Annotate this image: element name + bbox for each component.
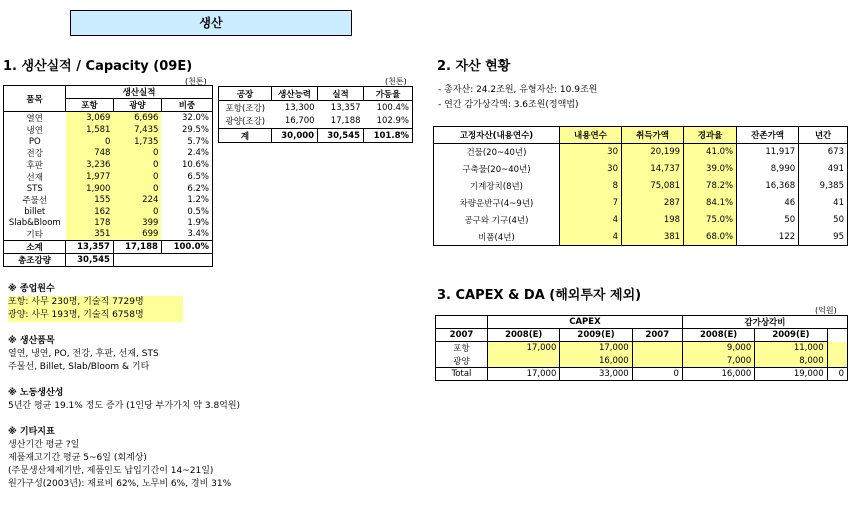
item-name: PO [28, 136, 41, 147]
item-name: billet [24, 206, 46, 217]
subtotal-row [4, 241, 213, 254]
subtotal-cell: 100.0% [161, 241, 212, 254]
table-row [4, 228, 213, 241]
header-cell: 경과율 [684, 127, 737, 144]
cell [488, 355, 560, 368]
note-line: 생산기간 평균 ?일 [8, 440, 80, 450]
cell: 13,300 [284, 102, 315, 113]
cell: 8,990 [737, 161, 799, 178]
cell: 33,000 [560, 368, 632, 381]
table-row [4, 147, 213, 159]
cell: 7,000 [682, 355, 754, 368]
cell: 포항 [436, 342, 488, 355]
table-row [434, 195, 848, 212]
item-name: 열연 [26, 114, 43, 124]
share-value: 6.5% [187, 172, 209, 182]
subtotal-cell: 소계 [4, 241, 66, 254]
share-value: 0.5% [187, 206, 209, 217]
cell: 4 [559, 212, 621, 229]
cell: 11,000 [755, 342, 827, 355]
note-block [8, 387, 298, 413]
gwangyang-value: 224 [113, 194, 161, 206]
share-value: 10.6% [181, 160, 209, 170]
cell: 14,737 [622, 161, 684, 178]
year-header: 2009(E) [755, 329, 827, 342]
gwangyang-value: 0 [113, 159, 161, 171]
cell: 17,188 [330, 116, 361, 127]
share-value: 2.4% [187, 148, 209, 158]
cell [827, 342, 847, 355]
table-row [436, 355, 848, 368]
pohang-value: 162 [66, 206, 114, 217]
cell: 16,368 [737, 178, 799, 195]
note-title: ※ 노동생산성 [8, 388, 64, 398]
cell: 0 [632, 368, 682, 381]
cell: 건물(20~40년) [434, 144, 560, 161]
header-row [434, 127, 848, 144]
item-name: 후판 [26, 161, 43, 171]
cell: 13,357 [330, 102, 361, 113]
cell [827, 355, 847, 368]
gwangyang-value: 699 [113, 228, 161, 241]
table-row [436, 342, 848, 355]
section2-heading: 2. 자산 현황 [437, 59, 511, 74]
year-row [436, 329, 848, 342]
header-cell: 고정자산(내용연수) [434, 127, 560, 144]
cell: 39.0% [684, 161, 737, 178]
total-row [219, 129, 413, 143]
gwangyang-value: 0 [113, 183, 161, 194]
cell: 20,199 [622, 144, 684, 161]
asset-bullet: - 총자산: 24.2조원, 유형자산: 10.9조원 [438, 85, 598, 95]
cell: 122 [737, 229, 799, 246]
total-cell: 101.8% [364, 129, 413, 143]
pohang-value: 178 [66, 217, 114, 228]
table-row [4, 194, 213, 206]
item-name: 기타 [26, 230, 43, 240]
cell: 광양(조강) [225, 117, 266, 128]
note-line: 포항: 사무 230명, 기술직 7729명 [8, 296, 183, 309]
table-row [4, 217, 213, 228]
capacity-unit: (천톤) [385, 77, 407, 86]
share-value: 1.2% [187, 195, 209, 205]
total-value: 30,545 [66, 254, 114, 267]
note-line: (주문생산체제기반, 제품인도 납입기간이 14~21일) [8, 466, 214, 476]
asset-bullet: - 연간 감가상각액: 3.6조원(정액법) [438, 100, 579, 110]
subtotal-cell: 17,188 [113, 241, 161, 254]
gwangyang-value: 1,735 [113, 136, 161, 147]
share-value: 6.2% [187, 183, 209, 194]
cell: 16,000 [560, 355, 632, 368]
cell: 17,000 [560, 342, 632, 355]
table-row [434, 144, 848, 161]
asset-table [433, 126, 848, 246]
pohang-value: 3,069 [66, 112, 114, 125]
table-row [4, 171, 213, 183]
cell: 102.9% [376, 116, 409, 127]
cell: 16,000 [682, 368, 754, 381]
cell [632, 342, 682, 355]
table-row [434, 161, 848, 178]
cell: 7 [559, 195, 621, 212]
header-group: 생산실적 [66, 86, 213, 99]
pohang-value: 0 [66, 136, 114, 147]
capex-header: CAPEX [488, 316, 683, 329]
item-name: 선재 [26, 173, 43, 183]
table-row [4, 112, 213, 125]
cell: 41 [799, 195, 848, 212]
pohang-value: 1,581 [66, 124, 114, 136]
cell: 68.0% [684, 229, 737, 246]
header-item: 품목 [4, 86, 66, 112]
cell: 46 [737, 195, 799, 212]
note-title: ※ 생산품목 [8, 336, 55, 346]
cell: 비품(4년) [434, 229, 560, 246]
gwangyang-value: 0 [113, 171, 161, 183]
cell: 9,000 [682, 342, 754, 355]
cell: 19,000 [755, 368, 827, 381]
cell: 광양 [436, 355, 488, 368]
cell: 차량운반구(4~9년) [434, 195, 560, 212]
header-cell: 잔존가액 [737, 127, 799, 144]
header-cell: 생산능력 [272, 87, 318, 101]
section3-heading: 3. CAPEX & DA (해외투자 제외) [437, 288, 642, 303]
cell: 95 [799, 229, 848, 246]
table-row [4, 136, 213, 147]
cell: 50 [799, 212, 848, 229]
pohang-value: 1,977 [66, 171, 114, 183]
note-line: 열연, 냉연, PO, 전강, 후판, 선재, STS [8, 349, 159, 359]
header-pohang: 포항 [66, 99, 114, 112]
page-title: 생산 [70, 10, 352, 36]
da-header: 감가상각비 [682, 316, 847, 329]
note-line: 제품재고기간 평균 5~6일 (회계상) [8, 453, 147, 463]
unit-label: (천톤) [185, 77, 207, 86]
share-value: 29.5% [181, 125, 209, 135]
notes [8, 283, 298, 504]
cell: 78.2% [684, 178, 737, 195]
share-value: 1.9% [187, 217, 209, 228]
total-cell: 계 [219, 129, 272, 143]
subtotal-cell: 13,357 [66, 241, 114, 254]
item-name: Slab&Bloom [8, 217, 61, 228]
total-label: 총조강량 [4, 254, 66, 267]
header-gwangyang: 광양 [113, 99, 161, 112]
header-cell: 내용연수 [559, 127, 621, 144]
pohang-value: 351 [66, 228, 114, 241]
cell: 30 [559, 144, 621, 161]
year-header: 2008(E) [682, 329, 754, 342]
cell: 198 [622, 212, 684, 229]
year-header: 2008(E) [488, 329, 560, 342]
cell: 공구와 기구(4년) [434, 212, 560, 229]
table-row [219, 115, 413, 129]
cell: 75,081 [622, 178, 684, 195]
cell: 673 [799, 144, 848, 161]
item-name: 주물선 [22, 196, 48, 206]
table-row [4, 206, 213, 217]
share-value: 32.0% [181, 113, 209, 123]
cell: 16,700 [284, 116, 315, 127]
capex-unit: (억원) [815, 306, 837, 315]
cell: 17,000 [488, 368, 560, 381]
cell: 4 [559, 229, 621, 246]
header-share: 비중 [161, 99, 212, 112]
table-row [434, 178, 848, 195]
pohang-value: 1,900 [66, 183, 114, 194]
production-table [3, 85, 213, 267]
cell: 30 [559, 161, 621, 178]
cell: 100.4% [376, 102, 409, 113]
table-row [434, 229, 848, 246]
gwangyang-value: 0 [113, 206, 161, 217]
cell: 287 [622, 195, 684, 212]
note-title: ※ 종업원수 [8, 284, 55, 294]
note-line: 원가구성(2003년): 재료비 62%, 노무비 6%, 경비 31% [8, 479, 232, 489]
cell: Total [436, 368, 488, 381]
cell: 포항(조강) [225, 103, 266, 114]
table-row [434, 212, 848, 229]
table-row [219, 101, 413, 115]
capex-table [435, 315, 848, 381]
header-cell: 가동율 [364, 87, 413, 101]
gwangyang-value: 6,696 [113, 112, 161, 125]
pohang-value: 748 [66, 147, 114, 159]
cell: 8,000 [755, 355, 827, 368]
share-value: 3.4% [187, 229, 209, 239]
cell: 41.0% [684, 144, 737, 161]
total-row [4, 254, 213, 267]
note-block [8, 283, 298, 322]
gwangyang-value: 399 [113, 217, 161, 228]
note-line: 5년간 평균 19.1% 정도 증가 (1인당 부가가치 약 3.8억원) [8, 401, 241, 411]
cell: 17,000 [488, 342, 560, 355]
table-row [4, 183, 213, 194]
cell: 381 [622, 229, 684, 246]
header-cell: 취득가액 [622, 127, 684, 144]
note-title: ※ 기타지표 [8, 427, 55, 437]
table-row [436, 368, 848, 381]
table-row [4, 159, 213, 171]
gwangyang-value: 0 [113, 147, 161, 159]
year-header: 2007 [632, 329, 682, 342]
total-cell: 30,545 [318, 129, 364, 143]
header-cell: 년간 [799, 127, 848, 144]
total-cell: 30,000 [272, 129, 318, 143]
cell: 75.0% [684, 212, 737, 229]
item-name: 전강 [26, 149, 43, 159]
cell: 9,385 [799, 178, 848, 195]
header-row [219, 87, 413, 101]
item-name: 냉연 [26, 126, 43, 136]
cell: 491 [799, 161, 848, 178]
note-line: 광양: 사무 193명, 기술직 6758명 [8, 309, 183, 322]
year-header: 2007 [436, 329, 488, 342]
note-line: 주물선, Billet, Slab/Bloom & 기타 [8, 362, 150, 372]
item-name: STS [26, 183, 43, 194]
note-block [8, 335, 298, 374]
capacity-table [218, 86, 413, 143]
note-block [8, 426, 298, 491]
cell: 50 [737, 212, 799, 229]
cell: 11,917 [737, 144, 799, 161]
cell: 0 [827, 368, 847, 381]
section1-heading: 1. 생산실적 / Capacity (09E) [3, 59, 193, 74]
cell: 기계장치(8년) [434, 178, 560, 195]
gwangyang-value: 7,435 [113, 124, 161, 136]
header-cell: 공장 [219, 87, 272, 101]
cell: 84.1% [684, 195, 737, 212]
cell: 8 [559, 178, 621, 195]
pohang-value: 3,236 [66, 159, 114, 171]
header-cell: 실적 [318, 87, 364, 101]
cell [632, 355, 682, 368]
blank-cell [436, 316, 488, 329]
table-row [4, 124, 213, 136]
pohang-value: 155 [66, 194, 114, 206]
year-header: 2009(E) [560, 329, 632, 342]
cell: 구축물(20~40년) [434, 161, 560, 178]
share-value: 5.7% [187, 136, 209, 147]
